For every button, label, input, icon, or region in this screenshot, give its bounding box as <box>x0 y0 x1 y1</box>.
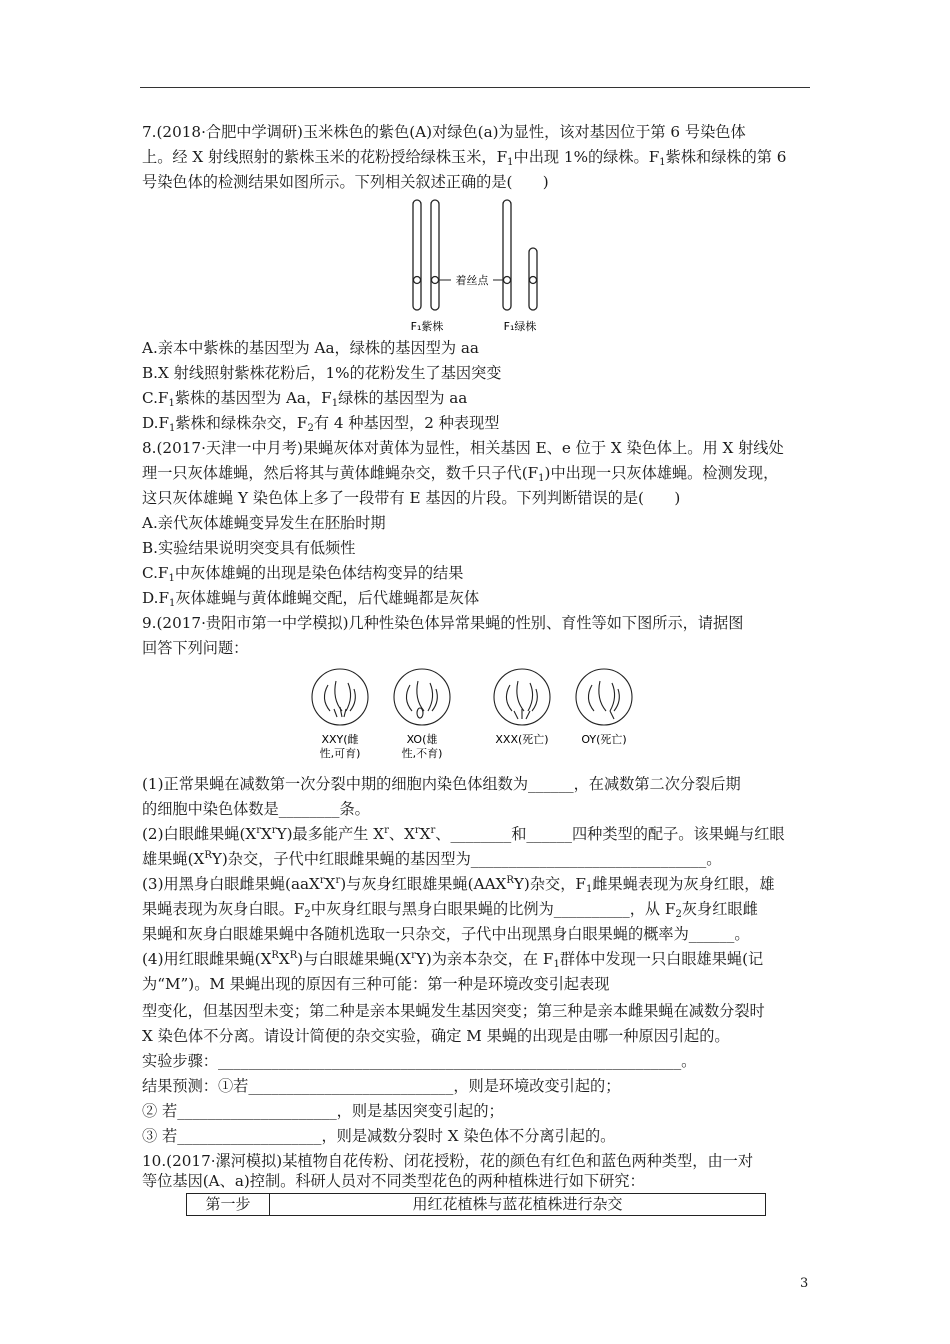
f1-green-label: F₁绿株 <box>503 320 537 333</box>
cell-xxy-label: XXY(雌 <box>321 733 359 746</box>
centromere-3 <box>504 277 511 284</box>
centromere-1 <box>414 277 421 284</box>
f1-purple-label: F₁紫株 <box>410 320 444 333</box>
q9-result-2: ② 若_____________________，则是基因突变引起的； <box>142 1102 504 1120</box>
cell-xo-label: XO(雄 <box>406 733 438 746</box>
q9-experiment-steps: 实验步骤：_____________________________________________________________。 <box>142 1052 697 1070</box>
chromosome-long-2 <box>431 200 439 310</box>
cell-xo-note: 性,不育) <box>401 747 443 760</box>
q10-table <box>186 1193 766 1216</box>
cell-xo <box>394 669 450 725</box>
q8-option-b: B.实验结果说明突变具有低频性 <box>142 539 356 557</box>
centromere-4 <box>530 277 537 284</box>
q7-option-d: $D.F_1$紫株和绿株杂交，$F_2$有 4 种基因型，2 种表现型 <box>142 414 500 434</box>
q9-p4-line2: 为“M”)。M 果蝇出现的原因有三种可能：第一种是环境改变引起表现 <box>142 975 610 993</box>
centromere-label: 着丝点 <box>455 274 489 287</box>
q8-option-c: $C.F_1$中灰体雄蝇的出现是染色体结构变异的结果 <box>142 564 464 584</box>
q7-option-b: B.X 射线照射紫株花粉后，1%的花粉发生了基因突变 <box>142 364 502 382</box>
q9-p4-line4: X 染色体不分离。请设计简便的杂交实验，确定 M 果蝇的出现是由哪一种原因引起的。 <box>142 1027 730 1045</box>
q9-line2: 回答下列问题： <box>142 639 249 657</box>
q7-line3: 号染色体的检测结果如图所示。下列相关叙述正确的是( ) <box>142 173 549 191</box>
page-number: 3 <box>800 1276 809 1291</box>
chromosome-long-1 <box>413 200 421 310</box>
q9-p2-line2: 雄果蝇$(X^RY)$杂交，子代中红眼雌果蝇的基因型为_______________________________。 <box>142 850 722 868</box>
q10-line2: 等位基因(A、a)控制。科研人员对不同类型花色的两种植株进行如下研究： <box>142 1172 645 1190</box>
q9-p3-line2: 果蝇表现为灰身白眼。$F_2$中灰身红眼与黑身白眼果蝇的比例为__________，从 $F_2$灰身红眼雌 <box>142 900 758 920</box>
centromere-2 <box>432 277 439 284</box>
cell-xxy <box>312 669 368 725</box>
cell-xxx-label: XXX(死亡) <box>495 733 549 746</box>
cell-oy-label: OY(死亡) <box>581 733 627 746</box>
q7-line1: 7.(2018·合肥中学调研)玉米株色的紫色(A)对绿色(a)为显性，该对基因位于第 6 号染色体 <box>142 123 746 141</box>
cell-xxx <box>494 669 550 725</box>
q7-option-c: $C.F_1$紫株的基因型为 Aa，$F_1$绿株的基因型为 aa <box>142 389 468 409</box>
q9-p2-line1: (2)白眼雌果蝇$(X^rX^rY)$最多能产生 $X^r$、$X^rX^r$、________和______四种类型的配子。该果蝇与红眼 <box>142 825 785 843</box>
q8-option-a: A.亲代灰体雄蝇变异发生在胚胎时期 <box>142 514 386 532</box>
fruitfly-cells-figure <box>300 665 650 765</box>
q8-line3: 这只灰体雄蝇 Y 染色体上多了一段带有 E 基因的片段。下列判断错误的是( ) <box>142 489 681 507</box>
header-rule <box>140 87 810 88</box>
q8-line1: 8.(2017·天津一中月考)果蝇灰体对黄体为显性，相关基因 E、e 位于 X 染色体上。用 X 射线处 <box>142 439 784 457</box>
table-step-content: 用红花植株与蓝花植株进行杂交 <box>412 1195 623 1213</box>
q9-p1-line1: (1)正常果蝇在减数第一次分裂中期的细胞内染色体组数为______，在减数第二次分裂后期 <box>142 775 741 793</box>
q9-result-3: ③ 若___________________，则是减数分裂时 X 染色体不分离引起的。 <box>142 1127 616 1145</box>
q8-line2: 理一只灰体雄蝇，然后将其与黄体雌蝇杂交，数千只子代$(F_1)$中出现一只灰体雄蝇。检测发现， <box>142 464 779 484</box>
q9-p1-line2: 的细胞中染色体数是________条。 <box>142 800 370 818</box>
chromosome-figure <box>395 196 555 338</box>
q7-line2: 上。经 X 射线照射的紫株玉米的花粉授给绿株玉米，$F_1$中出现 1%的绿株。$F_1$紫株和绿株的第 6 <box>142 148 787 168</box>
q7-option-a: A.亲本中紫株的基因型为 Aa，绿株的基因型为 aa <box>142 339 479 357</box>
q9-p4-line1: (4)用红眼雌果蝇$(X^RX^R)$与白眼雄果蝇$(X^rY)$为亲本杂交，在 $F_1$群体中发现一只白眼雄果蝇(记 <box>142 950 764 970</box>
chromosome-long-3 <box>503 200 511 310</box>
q9-line1: 9.(2017·贵阳市第一中学模拟)几种性染色体异常果蝇的性别、育性等如下图所示，请据图 <box>142 614 744 632</box>
q9-p3-line1: (3)用黑身白眼雌果蝇$(aaX^rX^r)$与灰身红眼雄果蝇$(AAX^RY)$杂交，$F_1$雌果蝇表现为灰身红眼，雄 <box>142 875 775 895</box>
q9-result-1: 结果预测：①若___________________________，则是环境改变引起的； <box>142 1077 621 1095</box>
q9-p4-line3: 型变化，但基因型未变；第二种是亲本果蝇发生基因突变；第三种是亲本雌果蝇在减数分裂时 <box>142 1002 765 1020</box>
q8-option-d: $D.F_1$灰体雄蝇与黄体雌蝇交配，后代雄蝇都是灰体 <box>142 589 480 609</box>
cell-oy <box>576 669 632 725</box>
q10-line1: 10.(2017·漯河模拟)某植物自花传粉、闭花授粉，花的颜色有红色和蓝色两种类型，由一对 <box>142 1152 754 1170</box>
q9-p3-line3: 果蝇和灰身白眼雄果蝇中各随机选取一只杂交，子代中出现黑身白眼果蝇的概率为______。 <box>142 925 750 943</box>
cell-xxy-note: 性,可育) <box>319 747 361 760</box>
table-step-label: 第一步 <box>187 1194 270 1215</box>
